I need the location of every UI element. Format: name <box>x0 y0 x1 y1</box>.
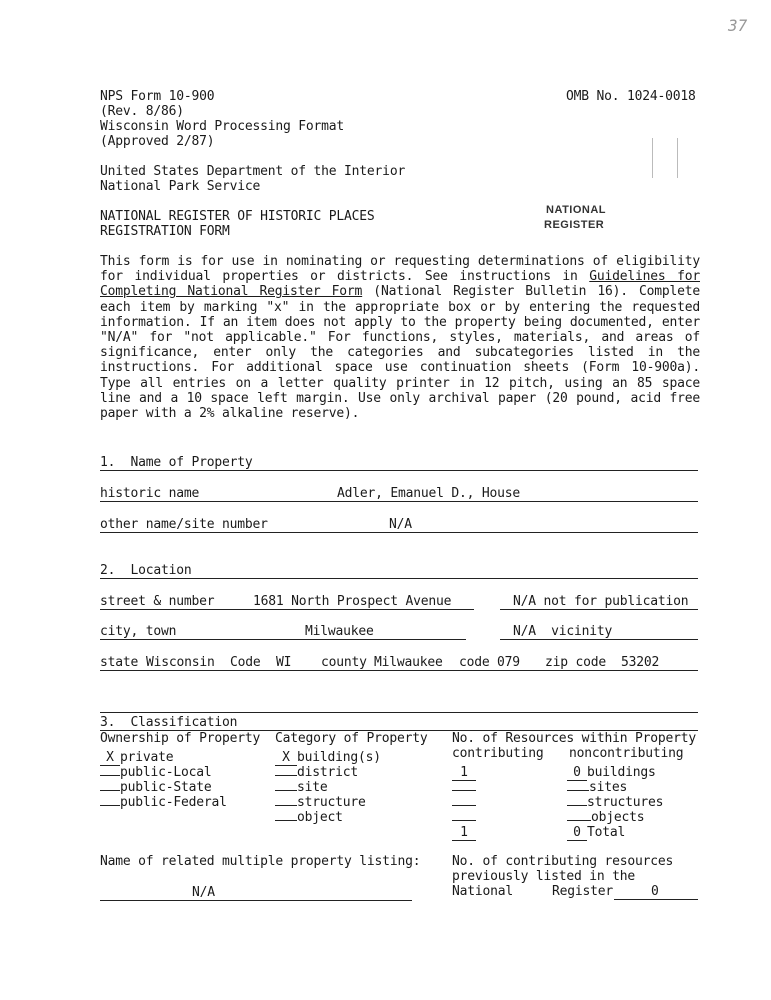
publication-status: N/A not for publication <box>513 594 689 609</box>
county-label: county <box>321 655 367 670</box>
category-label: building(s) <box>297 750 381 765</box>
previous-listed-line2: previously listed in the <box>452 869 636 884</box>
previous-listed-rule <box>614 899 698 900</box>
service: National Park Service <box>100 179 261 194</box>
section1-rule <box>100 470 698 471</box>
previous-listed-line3: National <box>452 884 514 899</box>
section2-rule <box>100 578 698 579</box>
county-code-value: 079 <box>497 655 520 670</box>
contributing-count[interactable]: 1 <box>452 825 476 841</box>
form-subtitle: REGISTRATION FORM <box>100 224 230 239</box>
resources-heading: No. of Resources within Property <box>452 731 697 746</box>
section3-top-rule <box>100 712 698 713</box>
related-listing-value: N/A <box>192 885 215 900</box>
state-line-rule <box>100 670 698 671</box>
previous-listed-value: 0 <box>651 884 659 899</box>
guidelines-title: Guidelines for Completing National Register Form <box>100 269 700 300</box>
ownership-checkbox[interactable]: X <box>100 750 120 766</box>
form-number: NPS Form 10-900 <box>100 89 215 104</box>
resource-row <box>452 821 476 841</box>
category-label: site <box>297 780 328 795</box>
other-name-rule <box>100 532 698 533</box>
ownership-label: public-State <box>120 780 212 795</box>
zip-label: zip code <box>545 655 607 670</box>
category-heading: Category of Property <box>275 731 428 746</box>
page-number-mark: 37 <box>728 16 748 35</box>
contributing-heading: contributing <box>452 746 544 761</box>
resource-label: buildings <box>587 765 656 780</box>
resource-label: sites <box>589 780 628 795</box>
city-value: Milwaukee <box>305 624 374 639</box>
category-checkbox[interactable]: X <box>275 750 297 766</box>
section3-heading: 3. Classification <box>100 715 238 730</box>
zip-value: 53202 <box>621 655 660 670</box>
street-label: street & number <box>100 594 215 609</box>
contributing-count[interactable]: 1 <box>452 765 476 781</box>
city-rule <box>100 639 466 640</box>
historic-name-label: historic name <box>100 486 200 501</box>
historic-name-rule <box>100 501 698 502</box>
category-label: district <box>297 765 359 780</box>
stamp-national: NATIONAL <box>546 204 607 216</box>
department: United States Department of the Interior <box>100 164 406 179</box>
publication-rule <box>500 609 698 610</box>
resource-label: Total <box>587 825 626 840</box>
street-value: 1681 North Prospect Avenue <box>253 594 452 609</box>
vicinity-rule <box>500 639 698 640</box>
related-listing-rule <box>100 900 412 901</box>
previous-listed-line3b: Register <box>552 884 614 899</box>
city-label: city, town <box>100 624 177 639</box>
ownership-label: public-Local <box>120 765 212 780</box>
resource-row <box>567 821 625 841</box>
ownership-checkbox[interactable] <box>100 805 120 806</box>
resource-label: structures <box>587 795 664 810</box>
category-option[interactable] <box>275 806 343 825</box>
form-title: NATIONAL REGISTER OF HISTORIC PLACES <box>100 209 375 224</box>
category-label: object <box>297 810 343 825</box>
resource-label: objects <box>591 810 645 825</box>
received-stamp <box>652 138 678 178</box>
state-code-value: WI <box>276 655 292 670</box>
form-format: Wisconsin Word Processing Format <box>100 119 345 134</box>
instructions-text-2: (National Register Bulletin 16). Complete each item by marking "x" in the appropriate box or by entering the requested information. If an item does not apply to the property being documented, enter "N/A" for "not applicable." For functions, styles, materials, and areas of significance, enter only the categories and subcategories listed in the instructions. For additional space use continuation sheets (Form 10-900a). Type all entries on a letter quality printer in 12 pitch, using an 85 space line and a 10 space left margin. Use only archival paper (20 pound, acid free paper with a 2% alkaline reserve). <box>100 284 700 422</box>
noncontributing-heading: noncontributing <box>569 746 684 761</box>
form-revision: (Rev. 8/86) <box>100 104 184 119</box>
ownership-label: private <box>120 750 174 765</box>
vicinity-status: N/A vicinity <box>513 624 613 639</box>
related-listing-label: Name of related multiple property listing: <box>100 854 421 869</box>
historic-name-value: Adler, Emanuel D., House <box>337 486 521 501</box>
other-name-value: N/A <box>389 517 412 532</box>
state-value: Wisconsin <box>146 655 215 670</box>
instructions-paragraph <box>100 254 700 421</box>
instructions-text-1: This form is for use in nominating or requesting determinations of eligibility for individual properties or districts. See instructions in <box>100 254 700 285</box>
ownership-heading: Ownership of Property <box>100 731 261 746</box>
noncontributing-count[interactable]: 0 <box>567 765 587 781</box>
form-approved: (Approved 2/87) <box>100 134 215 149</box>
section1-heading: 1. Name of Property <box>100 455 253 470</box>
state-code-label: Code <box>230 655 261 670</box>
category-checkbox[interactable] <box>275 820 297 821</box>
ownership-option[interactable] <box>100 791 227 810</box>
previous-listed-line1: No. of contributing resources <box>452 854 674 869</box>
stamp-register: REGISTER <box>544 219 605 231</box>
county-code-label: code <box>459 655 490 670</box>
omb-number: OMB No. 1024-0018 <box>566 89 696 104</box>
ownership-label: public-Federal <box>120 795 227 810</box>
noncontributing-count[interactable]: 0 <box>567 825 587 841</box>
category-label: structure <box>297 795 366 810</box>
other-name-label: other name/site number <box>100 517 268 532</box>
section2-heading: 2. Location <box>100 563 192 578</box>
county-value: Milwaukee <box>374 655 443 670</box>
state-label: state <box>100 655 139 670</box>
street-rule <box>100 609 474 610</box>
